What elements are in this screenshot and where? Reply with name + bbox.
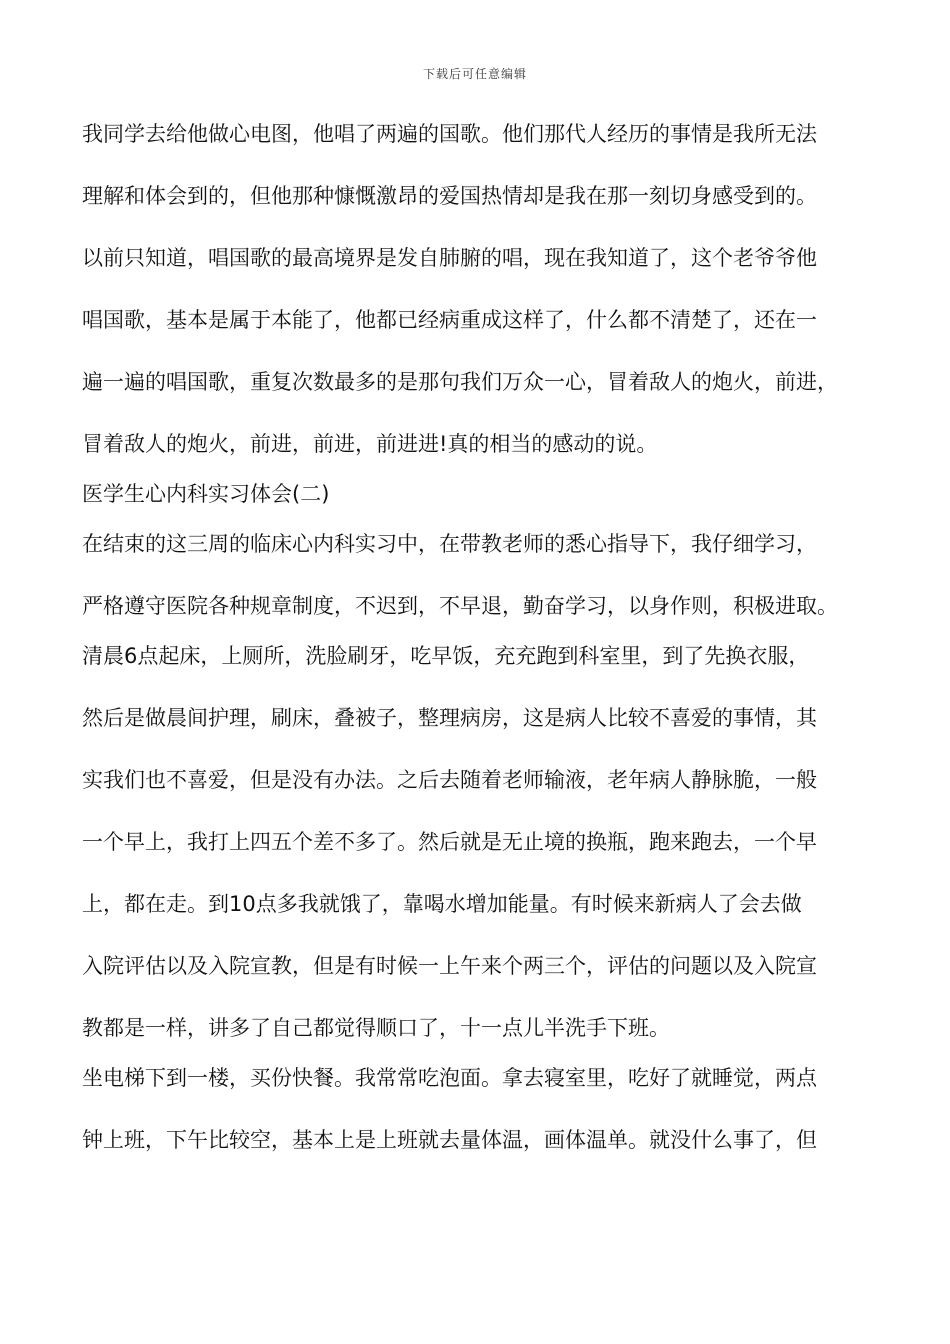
text-line: 实我们也不喜爱，但是没有办法。之后去随着老师输液，老年病人静脉脆，一般: [82, 768, 817, 792]
text-line: 以前只知道，唱国歌的最高境界是发自肺腑的唱，现在我知道了，这个老爷爷他: [82, 246, 817, 270]
text-line: 然后是做晨间护理，刷床，叠被子，整理病房，这是病人比较不喜爱的事情，其: [82, 706, 817, 730]
text-line: 遍一遍的唱国歌，重复次数最多的是那句我们万众一心，冒着敌人的炮火，前进，: [82, 370, 838, 394]
text-line: 上，都在走。到10点多我就饿了，靠喝水增加能量。有时候来新病人了会去做: [82, 892, 802, 916]
text-line: 唱国歌，基本是属于本能了，他都已经病重成这样了，什么都不清楚了，还在一: [82, 308, 817, 332]
text-line: 坐电梯下到一楼，买份快餐。我常常吃泡面。拿去寝室里，吃好了就睡觉，两点: [82, 1066, 817, 1090]
text-line: 清晨6点起床，上厕所，洗脸刷牙，吃早饭，充充跑到科室里，到了先换衣服，: [82, 644, 810, 668]
text-line: 严格遵守医院各种规章制度，不迟到，不早退，勤奋学习，以身作则，积极进取。: [82, 594, 838, 618]
text-line: 钟上班，下午比较空，基本上是上班就去量体温，画体温单。就没什么事了，但: [82, 1128, 817, 1152]
document-body: [82, 118, 882, 1156]
text-line: 冒着敌人的炮火，前进，前进，前进进!真的相当的感动的说。: [82, 432, 658, 456]
text-line: 理解和体会到的，但他那种慷慨激昂的爱国热情却是我在那一刻切身感受到的。: [82, 184, 817, 208]
text-line: 一个早上，我打上四五个差不多了。然后就是无止境的换瓶，跑来跑去，一个早: [82, 830, 817, 854]
text-line: 教都是一样，讲多了自己都觉得顺口了，十一点儿半洗手下班。: [82, 1016, 670, 1040]
text-line: 我同学去给他做心电图，他唱了两遍的国歌。他们那代人经历的事情是我所无法: [82, 122, 817, 146]
section-heading: 医学生心内科实习体会(二): [82, 482, 330, 506]
text-line: 在结束的这三周的临床心内科实习中，在带教老师的悉心指导下，我仔细学习，: [82, 532, 817, 556]
text-line: 入院评估以及入院宣教，但是有时候一上午来个两三个，评估的问题以及入院宣: [82, 954, 817, 978]
page-header: 下载后可任意编辑: [422, 67, 527, 81]
